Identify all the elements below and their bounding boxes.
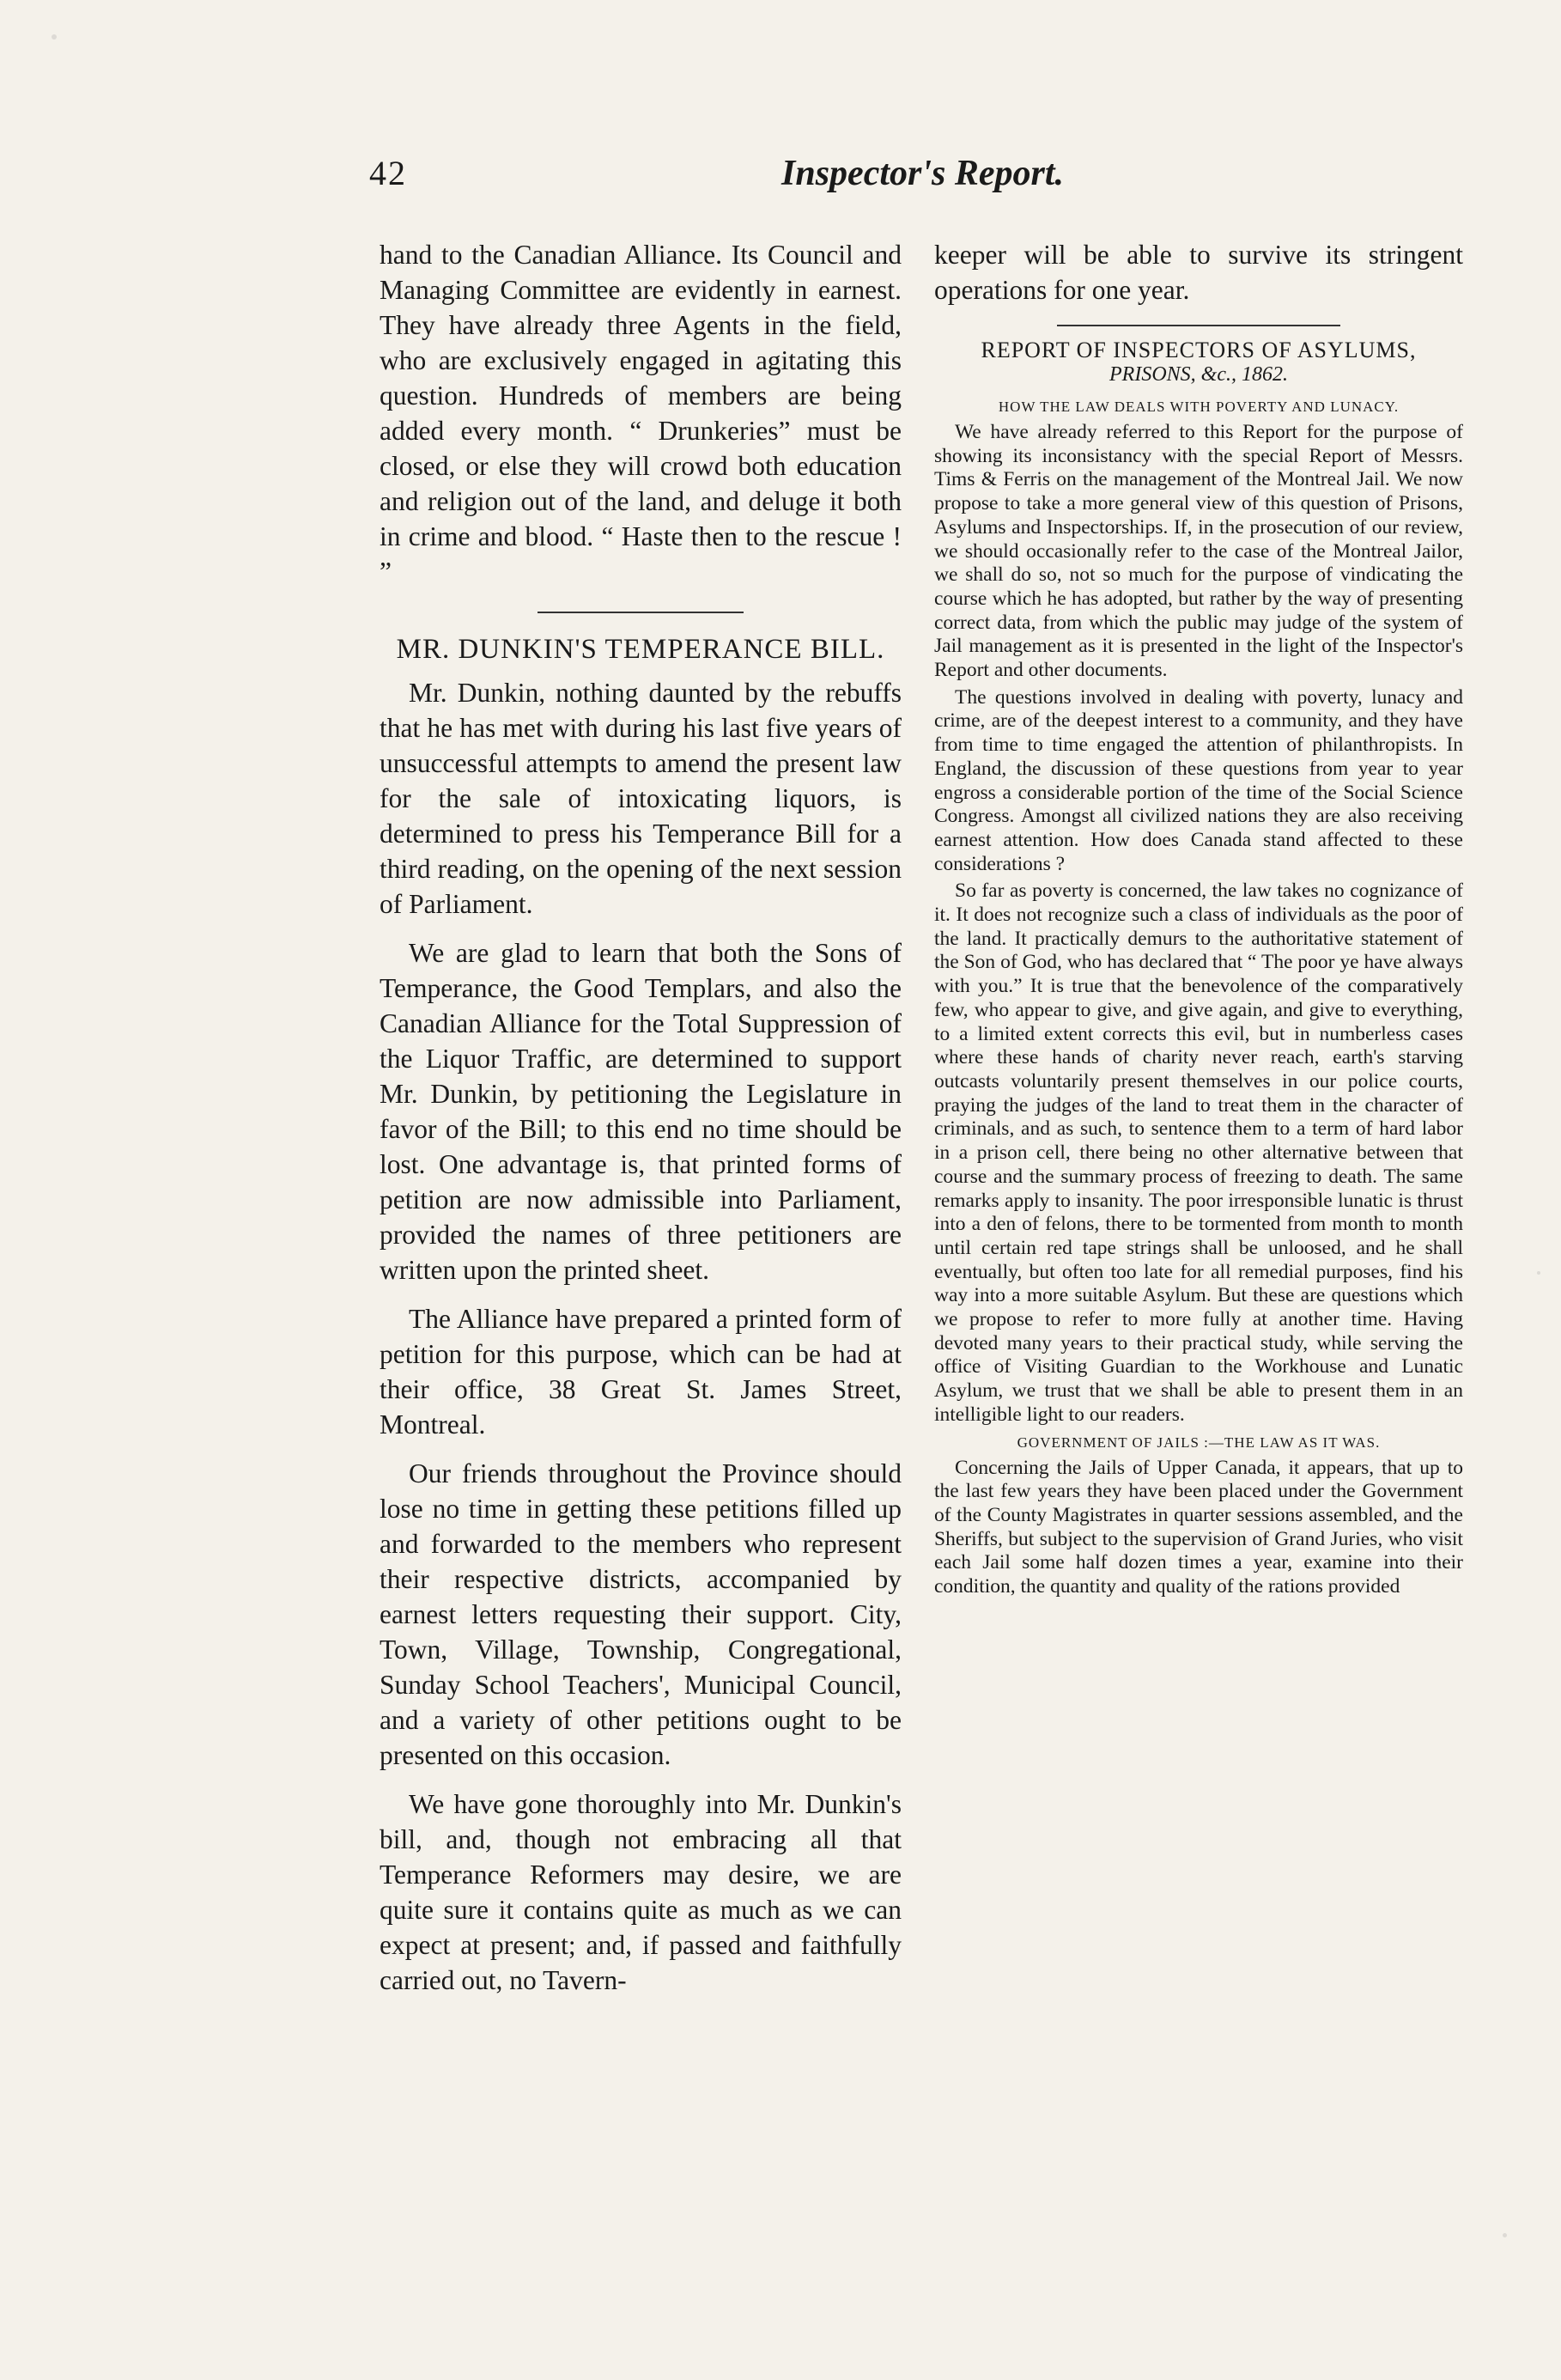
right-column — [934, 237, 1463, 1603]
subhead-government-of-jails: GOVERNMENT OF JAILS :—THE LAW AS IT WAS. — [1017, 1433, 1381, 1451]
article-paragraph: Concerning the Jails of Upper Canada, it appears, that up to the last few years they have been placed under the Government of the County Magistrates in quarter sessions assembled, and the Sheriffs, but subject to the supervision of Grand Juries, who visit each Jail some half dozen times a year, examine into their condition, the quantity and quality of the rations provided — [934, 1456, 1463, 1598]
page-header — [369, 153, 1485, 204]
article-paragraph: Our friends throughout the Province should lose no time in getting these petitions filled up and forwarded to the members who represent their respective districts, accompanied by earnest letters requesting their support. City, Town, Village, Township, Congregational, Sunday School Teachers', Municipal Council, and a variety of other petitions ought to be presented on this occasion. — [380, 1458, 902, 1770]
article-paragraph: So far as poverty is concerned, the law takes no cognizance of it. It does not recognize such a class of individuals as the poor of the land. It practically demurs to the authoritative statement of the Son of God, who has declared that “ The poor ye have always with you.” It is true that the benevolence of the comparatively few, who appear to give, and give again, and give to everything, to a limited extent corrects this evil, but in numberless cases where these hands of charity never reach, earth's starving outcasts voluntarily present themselves in our police courts, praying the judges of the land to treat them in the character of criminals, and as such, to sentence them to a term of hard labor in a prison cell, there being no other alternative between that course and the summary process of freezing to death. The same remarks apply to insanity. The poor irresponsible lunatic is thrust into a den of felons, there to be tormented from month to month until certain red tape strings shall be unloosed, and he shall eventually, but often too late for all remedial purposes, find his way into a more suitable Asylum. But these are questions which we propose to refer to more fully at another time. Having devoted many years to their practical study, while serving the office of Visiting Guardian to the Workhouse and Lunatic Asylum, we trust that we shall be able to present them in an intelligible light to our readers. — [934, 880, 1463, 1426]
running-title: Inspector's Report. — [781, 154, 1065, 193]
scan-speck — [1503, 2233, 1507, 2237]
continuation-paragraph: keeper will be able to survive its stringent operations for one year. — [934, 240, 1463, 305]
section-title-dunkin: MR. DUNKIN'S TEMPERANCE BILL. — [396, 634, 885, 665]
section-subtitle-report: PRISONS, &c., 1862. — [1109, 363, 1288, 386]
intro-paragraph: hand to the Canadian Alliance. Its Council and Managing Committee are evidently in earnest. They have already three Agents in the field, who are exclusively engaged in agitating this question. Hundreds of members are being added every month. “ Drunkeries” must be closed, or else they will crowd both education and religion out of the land, and deluge it both in crime and blood. “ Haste then to the rescue ! ” — [380, 240, 902, 587]
page-number: 42 — [369, 154, 407, 192]
article-paragraph: We have gone thoroughly into Mr. Dunkin's bill, and, though not embracing all that Temperance Reformers may desire, we are quite sure it contains quite as much as we can expect at present; and, if passed and faithfully carried out, no Tavern- — [380, 1789, 902, 1995]
article-paragraph: The questions involved in dealing with poverty, lunacy and crime, are of the deepest interest to a community, and they have from time to time engaged the attention of philanthropists. In England, the discussion of these questions from year to year engross a considerable portion of the time of the Social Science Congress. Amongst all civilized nations they are also receiving earnest attention. How does Canada stand affected to these considerations ? — [934, 685, 1463, 875]
article-paragraph: We are glad to learn that both the Sons of Temperance, the Good Templars, and also the Canadian Alliance for the Total Suppression of the Liquor Traffic, are determined to support Mr. Dunkin, by petitioning the Legislature in favor of the Bill; to this end no time should be lost. One advantage is, that printed forms of petition are now admissible into Parliament, provided the names of three petitioners are written upon the printed sheet. — [380, 938, 902, 1285]
article-paragraph: We have already referred to this Report for the purpose of showing its inconsistancy with the special Report of Messrs. Tims & Ferris on the management of the Montreal Jail. We now propose to take a more general view of this question of Prisons, Asylums and Inspectorships. If, in the prosecution of our review, we should occasionally refer to the case of the Montreal Jailor, we shall do so, not so much for the purpose of vindicating the course which he has adopted, but rather by the way of presenting correct data, from which the public may judge of the system of Jail management as it is presented in the light of the Inspector's Report and other documents. — [934, 421, 1463, 682]
subhead-poverty-lunacy: HOW THE LAW DEALS WITH POVERTY AND LUNACY. — [998, 399, 1400, 415]
section-title-report: REPORT OF INSPECTORS OF ASYLUMS, — [981, 338, 1417, 362]
article-paragraph: Mr. Dunkin, nothing daunted by the rebuffs that he has met with during his last five years of unsuccessful attempts to amend the present law for the sale of intoxicating liquors, is determined to press his Temperance Bill for a third reading, on the opening of the next session of Parliament. — [380, 678, 902, 919]
section-divider — [1057, 325, 1340, 326]
section-divider — [538, 612, 744, 613]
scan-speck — [1537, 1271, 1540, 1275]
scan-speck — [52, 34, 57, 40]
left-column — [380, 237, 902, 2012]
article-paragraph: The Alliance have prepared a printed form of petition for this purpose, which can be had at their office, 38 Great St. James Street, Montreal. — [380, 1304, 902, 1440]
